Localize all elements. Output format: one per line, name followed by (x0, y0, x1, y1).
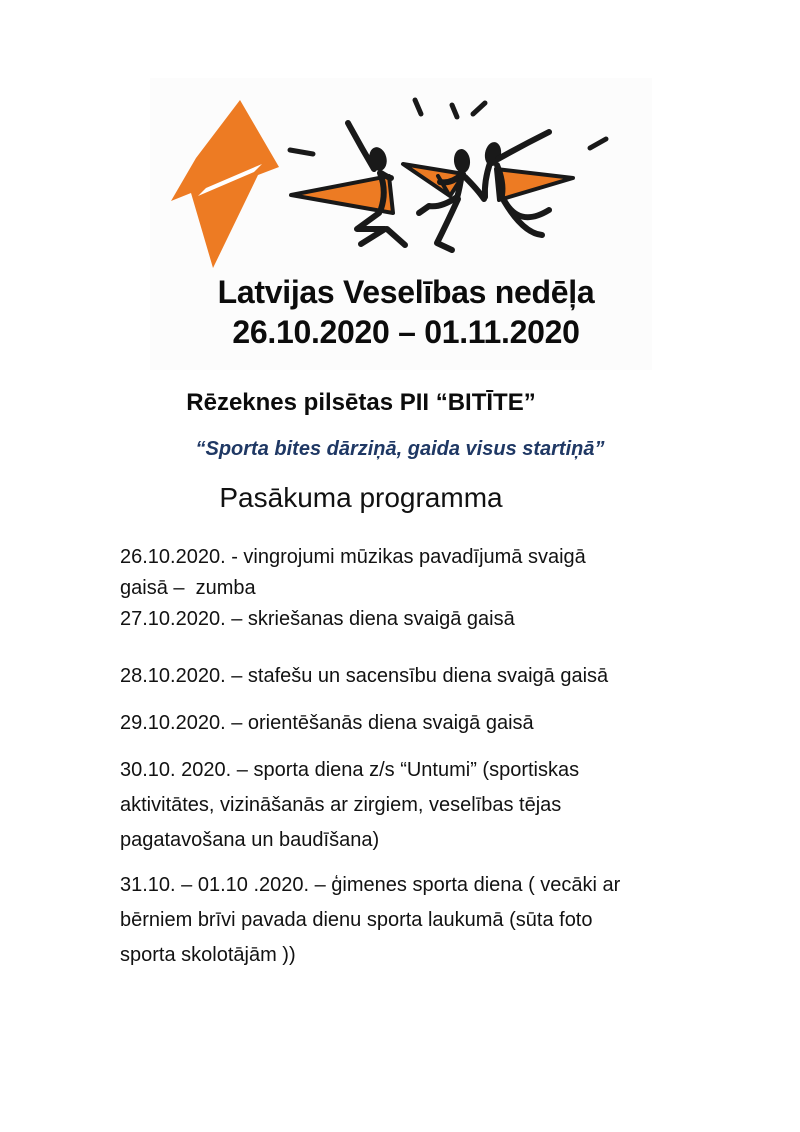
motion-dash-icon (415, 100, 421, 114)
program-line: 28.10.2020. – stafešu un sacensību diena svaigā gaisā (120, 665, 609, 687)
figure-head (453, 148, 471, 174)
program-line: 26.10.2020. - vingrojumi mūzikas pavadījumā svaigā (120, 546, 586, 568)
figure-arm-flag (485, 163, 490, 197)
pennant-flag-left (291, 176, 393, 213)
figure-foot (387, 229, 405, 245)
motion-dash-icon (473, 103, 485, 114)
pennant-flag-right (496, 169, 573, 200)
program-item-28 (120, 659, 760, 694)
figure-legs-zigzag (357, 213, 385, 244)
program-line: 29.10.2020. – orientēšanās diena svaigā gaisā (120, 712, 534, 734)
page-title-line2: 26.10.2020 – 01.11.2020 (232, 314, 580, 350)
program-line: pagatavošana un baudīšana) (120, 829, 380, 851)
program-item-29 (120, 706, 760, 741)
figure-arm-right (465, 177, 484, 199)
page-title (6, 272, 800, 352)
motion-dash-icon (452, 105, 457, 117)
page-title-line1: Latvijas Veselības nedēļa (217, 274, 595, 310)
event-motto: “Sporta bites dārziņā, gaida visus startiņā” (195, 438, 605, 460)
program-line: sporta skolotājām )) (120, 944, 296, 966)
figure-arm-raised (348, 123, 374, 169)
program-item-31 (120, 868, 760, 973)
program-item-30 (120, 753, 760, 858)
orienteering-diamond-logo (170, 92, 280, 272)
program-line: aktivitātes, vizināšanās ar zirgiem, veselības tējas (120, 794, 562, 816)
jumping-figures-illustration (285, 83, 615, 268)
program-line: 31.10. – 01.10 .2020. – ģimenes sporta diena ( vecāki ar (120, 874, 621, 896)
motion-dash-icon (590, 139, 606, 148)
program-item-26-27 (120, 542, 760, 635)
program-line: 27.10.2020. – skriešanas diena svaigā gaisā (120, 608, 515, 630)
program-line: bērniem brīvi pavada dienu sporta laukumā (sūta foto (120, 909, 593, 931)
figure-head (483, 141, 503, 167)
figure-arm-raised (498, 132, 549, 159)
program-line: gaisā – zumba (120, 577, 256, 599)
section-heading: Pasākuma programma (219, 482, 503, 513)
program-list (120, 542, 760, 973)
motion-dash-icon (290, 150, 313, 154)
institution-subtitle: Rēzeknes pilsētas PII “BITĪTE” (186, 389, 536, 416)
program-line: 30.10. 2020. – sporta diena z/s “Untumi” (sportiskas (120, 759, 580, 781)
